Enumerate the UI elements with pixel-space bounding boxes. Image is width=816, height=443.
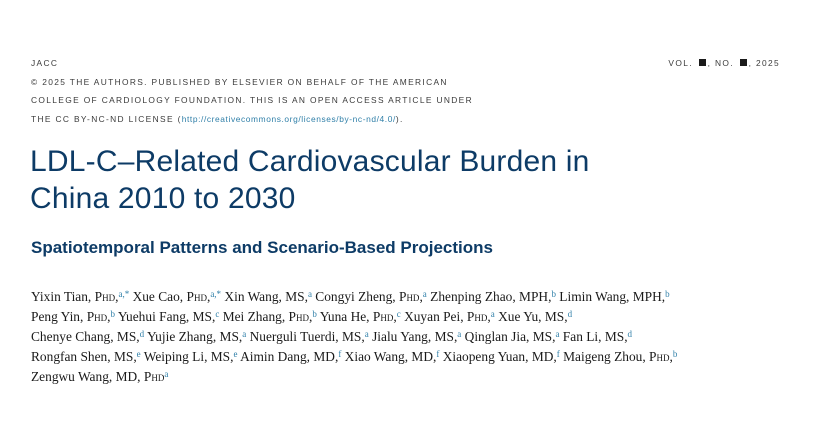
affiliation-superscript[interactable]: a xyxy=(364,329,369,339)
year: 2025 xyxy=(755,58,780,68)
affiliation-superscript[interactable]: a xyxy=(164,369,169,379)
no-label: NO. xyxy=(714,58,734,68)
author-degree: Phd xyxy=(649,349,670,364)
author-name: Xiao Wang, xyxy=(344,349,412,364)
journal-name: JACC xyxy=(31,58,59,68)
author-row xyxy=(31,307,791,327)
affiliation-superscript[interactable]: d xyxy=(567,309,573,319)
author-degree: MS xyxy=(116,329,137,344)
author-row xyxy=(31,287,791,307)
author-degree: Phd xyxy=(372,309,394,324)
author-name: Limin Wang, xyxy=(559,289,633,304)
vol-placeholder-square xyxy=(699,59,706,66)
article-subtitle: Spatiotemporal Patterns and Scenario-Based Projections xyxy=(31,238,493,257)
author-name: Jialu Yang, xyxy=(372,329,435,344)
author-name: Xuyan Pei, xyxy=(404,309,467,324)
author-degree: MS xyxy=(434,329,454,344)
author-row xyxy=(31,367,791,387)
author-degree: Phd xyxy=(94,289,116,304)
volume-info: VOL. , NO. , 2025 xyxy=(668,58,780,68)
author-name: Mei Zhang, xyxy=(222,309,289,324)
author-name: Xue Yu, xyxy=(498,309,545,324)
affiliation-superscript[interactable]: a xyxy=(490,309,495,319)
author-degree: MPH xyxy=(632,289,662,304)
author: Nuerguli Tuerdi, MS,$^a$ xyxy=(249,329,369,344)
author-name: Xin Wang, xyxy=(224,289,286,304)
author: Xue Yu, MS,$^d$ xyxy=(498,309,573,324)
author: Xin Wang, MS,$^a$ xyxy=(224,289,312,304)
author: Xiao Wang, MD,$^f$ xyxy=(344,349,440,364)
affiliation-superscript[interactable]: b xyxy=(312,309,317,319)
author-degree: MS xyxy=(342,329,362,344)
author-degree: MD xyxy=(313,349,335,364)
author-row xyxy=(31,347,791,367)
affiliation-superscript[interactable]: a xyxy=(555,329,560,339)
article-title xyxy=(30,143,750,217)
license-line xyxy=(31,110,531,129)
affiliation-superscript[interactable]: a xyxy=(422,289,427,299)
affiliation-superscript[interactable]: f xyxy=(436,349,440,359)
author-degree: MPH xyxy=(519,289,549,304)
affiliation-superscript[interactable]: a,* xyxy=(118,289,130,299)
author-degree: MS xyxy=(532,329,553,344)
author-name: Peng Yin, xyxy=(31,309,87,324)
author-degree: MD xyxy=(531,349,554,364)
author-degree: MS xyxy=(285,289,305,304)
author-name: Zhenping Zhao, xyxy=(430,289,520,304)
author-degree: MS xyxy=(210,349,231,364)
affiliation-superscript[interactable]: e xyxy=(233,349,238,359)
author-name: Yixin Tian, xyxy=(31,289,95,304)
affiliation-superscript[interactable]: b xyxy=(110,309,115,319)
affiliation-superscript[interactable]: b xyxy=(672,349,678,359)
affiliation-superscript[interactable]: a xyxy=(307,289,312,299)
author-name: Maigeng Zhou, xyxy=(563,349,650,364)
author-degree: MS xyxy=(544,309,565,324)
author-degree: MS xyxy=(192,309,212,324)
author: Xue Cao, Phd,$^{a,*}$ xyxy=(132,289,222,304)
author-name: Zengwu Wang, xyxy=(31,369,116,384)
affiliation-superscript[interactable]: a,* xyxy=(210,289,222,299)
vol-label: VOL. xyxy=(668,58,693,68)
author: Xuyan Pei, Phd,$^a$ xyxy=(404,309,495,324)
author: Xiaopeng Yuan, MD,$^f$ xyxy=(442,349,560,364)
author-row xyxy=(31,327,791,347)
copyright-line-2: COLLEGE OF CARDIOLOGY FOUNDATION. THIS IS AN OPEN ACCESS ARTICLE UNDER xyxy=(31,95,473,106)
author-name: Congyi Zheng, xyxy=(315,289,399,304)
author-name: Xue Cao, xyxy=(132,289,187,304)
affiliation-superscript[interactable]: c xyxy=(215,309,220,319)
author-name: Weiping Li, xyxy=(143,349,211,364)
author: Fan Li, MS,$^d$ xyxy=(562,329,633,344)
author-degree: Phd xyxy=(288,309,309,324)
license-prefix: THE CC BY-NC-ND LICENSE ( xyxy=(31,113,182,124)
affiliation-superscript[interactable]: b xyxy=(551,289,556,299)
author-degree: Phd xyxy=(466,309,488,324)
author: Congyi Zheng, Phd,$^a$ xyxy=(315,289,427,304)
journal-header xyxy=(31,54,531,128)
copyright-line-1: © 2025 THE AUTHORS. PUBLISHED BY ELSEVIER ON BEHALF OF THE AMERICAN xyxy=(31,76,448,87)
author-degree: Phd xyxy=(398,289,420,304)
affiliation-superscript[interactable]: f xyxy=(338,349,342,359)
author-name: Yuna He, xyxy=(319,309,373,324)
author-degree: Phd xyxy=(86,309,108,324)
affiliation-superscript[interactable]: a xyxy=(242,329,247,339)
author: Yixin Tian, Phd,$^{a,*}$ xyxy=(31,289,130,304)
affiliation-superscript[interactable]: f xyxy=(556,349,560,359)
author-degree: MS xyxy=(219,329,239,344)
author-name: Aimin Dang, xyxy=(240,349,314,364)
author: Yuna He, Phd,$^c$ xyxy=(319,309,401,324)
author-name: Yujie Zhang, xyxy=(147,329,220,344)
author-list xyxy=(31,287,791,387)
affiliation-superscript[interactable]: e xyxy=(136,349,141,359)
author-name: Qinglan Jia, xyxy=(464,329,533,344)
author-degree: Phd xyxy=(186,289,207,304)
author: Chenye Chang, MS,$^d$ xyxy=(31,329,145,344)
author: Maigeng Zhou, Phd,$^b$ xyxy=(563,349,678,364)
author xyxy=(31,369,168,384)
author: Qinglan Jia, MS,$^a$ xyxy=(464,329,560,344)
author: Weiping Li, MS,$^e$ xyxy=(143,349,238,364)
author-name: Chenye Chang, xyxy=(31,329,117,344)
affiliation-superscript[interactable]: c xyxy=(396,309,401,319)
author-name: Yuehui Fang, xyxy=(117,309,193,324)
author-name: Nuerguli Tuerdi, xyxy=(249,329,342,344)
author: Mei Zhang, Phd,$^b$ xyxy=(222,309,317,324)
license-link[interactable]: http://creativecommons.org/licenses/by-nc-nd/4.0/ xyxy=(181,113,396,124)
author: Aimin Dang, MD,$^f$ xyxy=(240,349,342,364)
author-name: Rongfan Shen, xyxy=(31,349,114,364)
affiliation-superscript[interactable]: b xyxy=(665,289,670,299)
affiliation-superscript[interactable]: d xyxy=(627,329,633,339)
author-degree: MD, Phd xyxy=(115,369,165,384)
title-line-1: LDL-C–Related Cardiovascular Burden in xyxy=(30,145,590,178)
author-degree: MS xyxy=(113,349,134,364)
author-name: Xiaopeng Yuan, xyxy=(442,349,532,364)
author: Yuehui Fang, MS,$^c$ xyxy=(117,309,220,324)
author: Yujie Zhang, MS,$^a$ xyxy=(147,329,247,344)
title-line-2: China 2010 to 2030 xyxy=(30,182,296,215)
affiliation-superscript[interactable]: d xyxy=(139,329,145,339)
author: Rongfan Shen, MS,$^e$ xyxy=(31,349,141,364)
affiliation-superscript[interactable]: a xyxy=(457,329,462,339)
author-degree: MD xyxy=(411,349,433,364)
issue-placeholder-square xyxy=(740,59,747,66)
author-degree: MS xyxy=(604,329,625,344)
license-suffix: ). xyxy=(395,113,404,124)
author: Zhenping Zhao, MPH,$^b$ xyxy=(430,289,556,304)
author: Peng Yin, Phd,$^b$ xyxy=(31,309,115,324)
author-name: Fan Li, xyxy=(562,329,605,344)
author: Jialu Yang, MS,$^a$ xyxy=(372,329,462,344)
author: Limin Wang, MPH,$^b$ xyxy=(559,289,670,304)
